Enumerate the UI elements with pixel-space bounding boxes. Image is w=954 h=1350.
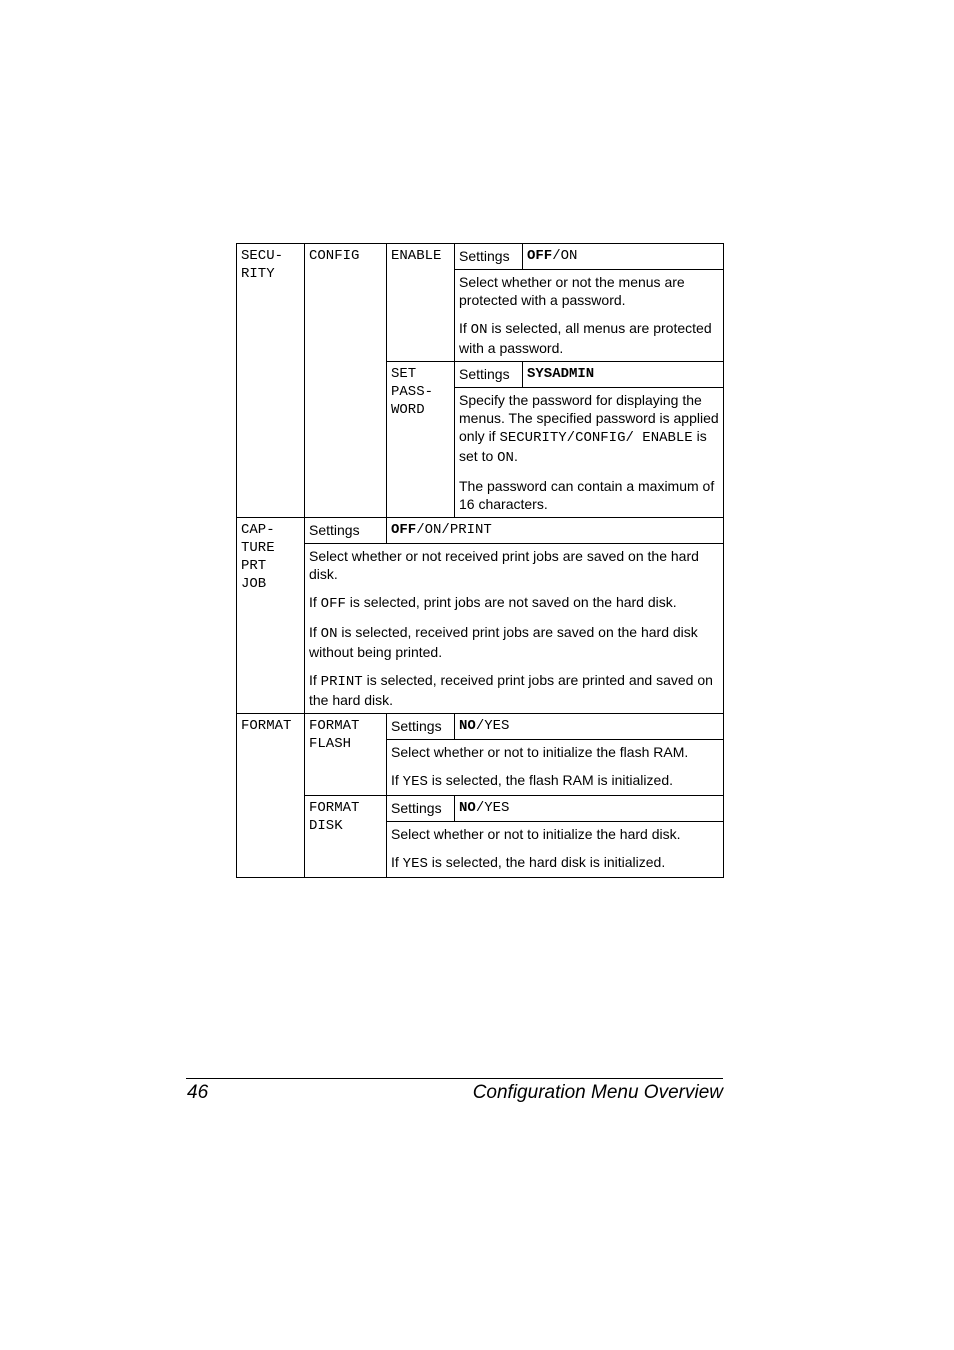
- password-description: Specify the password for displaying the menus. The specified password is applied only if SECURITY/CONFIG/ ENABLE is set to ON. The password can contain a maximum of 16 characters.: [455, 388, 724, 518]
- disk-settings-value: NO/YES: [455, 796, 724, 822]
- page-number: 46: [187, 1082, 209, 1103]
- configuration-menu-table: [236, 243, 724, 878]
- settings-label: Settings: [387, 714, 455, 740]
- menu-security: SECU- RITY: [237, 244, 305, 518]
- settings-label: Settings: [455, 244, 523, 270]
- settings-label: Settings: [305, 518, 387, 544]
- menu-capture-prt-job: CAP- TURE PRT JOB: [237, 518, 305, 714]
- menu-format-flash: FORMAT FLASH: [305, 714, 387, 796]
- page-title: Configuration Menu Overview: [472, 1082, 723, 1103]
- menu-format-disk: FORMAT DISK: [305, 796, 387, 878]
- settings-label: Settings: [387, 796, 455, 822]
- menu-enable: ENABLE: [387, 244, 455, 362]
- footer-divider: [186, 1078, 723, 1079]
- password-settings-value: SYSADMIN: [523, 362, 724, 388]
- settings-label: Settings: [455, 362, 523, 388]
- table-row: [237, 796, 724, 822]
- menu-set-password: SET PASS- WORD: [387, 362, 455, 518]
- enable-settings-value: OFF/ON: [523, 244, 724, 270]
- flash-settings-value: NO/YES: [455, 714, 724, 740]
- table-row: [237, 714, 724, 740]
- capture-settings-value: OFF/ON/PRINT: [387, 518, 724, 544]
- disk-description: Select whether or not to initialize the hard disk. If YES is selected, the hard disk is initialized.: [387, 822, 724, 878]
- table-row: [237, 518, 724, 544]
- menu-config: CONFIG: [305, 244, 387, 518]
- capture-description: Select whether or not received print jobs are saved on the hard disk. If OFF is selected, print jobs are not saved on the hard disk. If ON is selected, received print jobs are saved on the hard disk without being printed. If PRINT is selected, received print jobs are printed and saved on the hard disk.: [305, 544, 724, 714]
- flash-description: Select whether or not to initialize the flash RAM. If YES is selected, the flash RAM is initialized.: [387, 740, 724, 796]
- table-row: [237, 544, 724, 714]
- menu-format: FORMAT: [237, 714, 305, 878]
- table-row: [237, 244, 724, 270]
- enable-description: Select whether or not the menus are protected with a password. If ON is selected, all menus are protected with a password.: [455, 270, 724, 362]
